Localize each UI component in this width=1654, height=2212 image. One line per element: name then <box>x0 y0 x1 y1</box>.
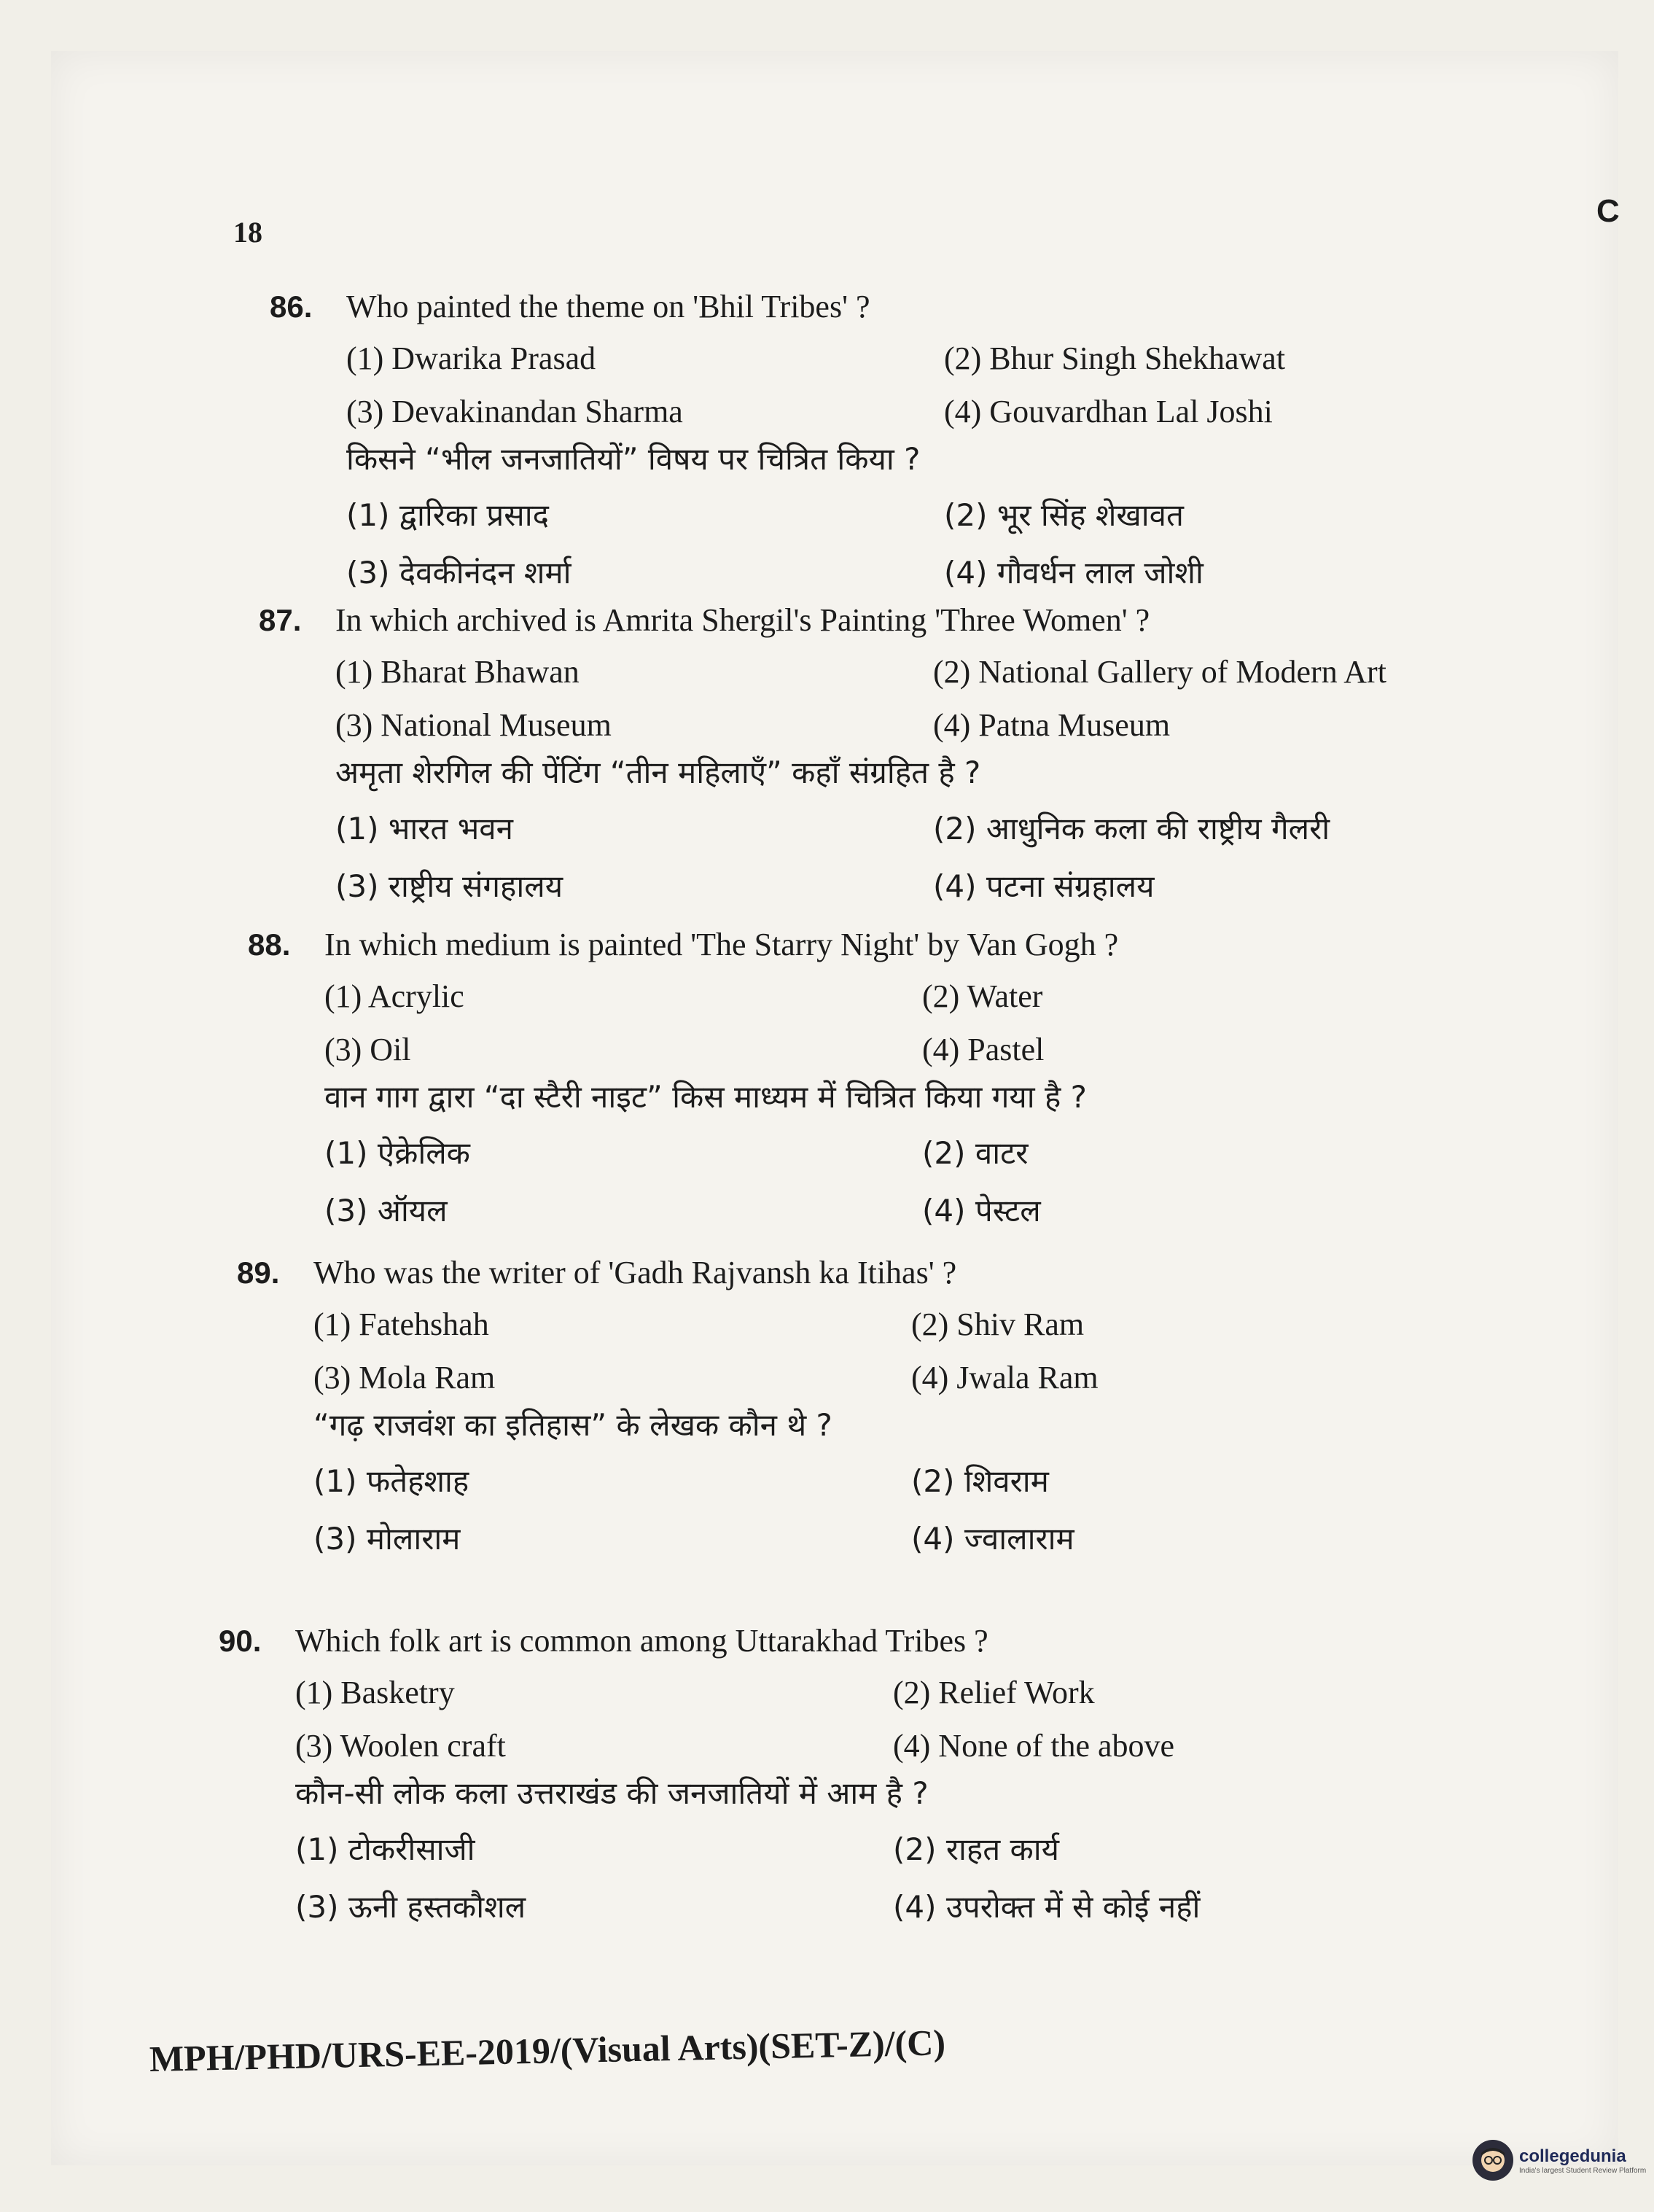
question-text-hi: किसने “भील जनजातियों” विषय पर चित्रित किया ? <box>346 441 921 477</box>
option-en-3: (3) National Museum <box>335 707 612 743</box>
side-mark: C <box>1596 193 1620 229</box>
option-hi-1: (1) ऐक्रेलिक <box>324 1135 470 1171</box>
option-en-4: (4) Gouvardhan Lal Joshi <box>944 394 1273 429</box>
option-hi-3: (3) ऊनी हस्तकौशल <box>295 1889 526 1925</box>
option-hi-2: (2) आधुनिक कला की राष्ट्रीय गैलरी <box>933 811 1330 846</box>
option-en-2: (2) Bhur Singh Shekhawat <box>944 340 1286 376</box>
question-number: 90. <box>219 1624 262 1658</box>
question-number: 88. <box>248 927 291 962</box>
option-hi-3: (3) ऑयल <box>324 1193 448 1228</box>
question-87 <box>259 601 1534 914</box>
option-hi-4: (4) उपरोक्त में से कोई नहीं <box>893 1889 1201 1925</box>
question-text-en: Who was the writer of 'Gadh Rajvansh ka Itihas' ? <box>313 1255 957 1290</box>
question-text-en: Which folk art is common among Uttarakhad Tribes ? <box>295 1623 988 1659</box>
option-hi-1: (1) टोकरीसाजी <box>295 1831 475 1867</box>
question-text-en: In which medium is painted 'The Starry Night' by Van Gogh ? <box>324 927 1119 962</box>
option-en-2: (2) Water <box>922 978 1043 1014</box>
option-en-1: (1) Dwarika Prasad <box>346 340 596 376</box>
option-en-3: (3) Oil <box>324 1032 411 1067</box>
option-hi-4: (4) गौवर्धन लाल जोशी <box>944 555 1204 591</box>
question-text-en: Who painted the theme on 'Bhil Tribes' ? <box>346 289 870 324</box>
question-number: 86. <box>270 289 313 324</box>
option-hi-2: (2) भूर सिंह शेखावत <box>944 497 1184 533</box>
logo-name: collegedunia <box>1519 2146 1626 2166</box>
option-hi-1: (1) फतेहशाह <box>313 1463 469 1499</box>
option-hi-4: (4) पेस्टल <box>922 1193 1041 1228</box>
option-en-2: (2) Shiv Ram <box>911 1306 1085 1342</box>
logo-mascot-icon <box>1472 2140 1513 2181</box>
option-hi-3: (3) देवकीनंदन शर्मा <box>346 555 572 591</box>
option-en-3: (3) Woolen craft <box>295 1728 506 1764</box>
option-en-1: (1) Bharat Bhawan <box>335 654 580 690</box>
watermark-logo <box>1472 2140 1646 2181</box>
question-text-hi: वान गाग द्वारा “दा स्टैरी नाइट” किस माध्यम में चित्रित किया गया है ? <box>324 1079 1087 1115</box>
question-text-en: In which archived is Amrita Shergil's Painting 'Three Women' ? <box>335 602 1150 638</box>
question-text-hi: कौन-सी लोक कला उत्तराखंड की जनजातियों में आम है ? <box>295 1775 929 1811</box>
question-text-hi: “गढ़ राजवंश का इतिहास” के लेखक कौन थे ? <box>313 1407 832 1443</box>
question-number: 87. <box>259 603 302 637</box>
option-hi-3: (3) राष्ट्रीय संगहालय <box>335 868 563 904</box>
option-hi-1: (1) द्वारिका प्रसाद <box>346 497 549 533</box>
question-text-hi: अमृता शेरगिल की पेंटिंग “तीन महिलाएँ” कहाँ संग्रहित है ? <box>335 755 981 790</box>
question-88 <box>248 926 1524 1238</box>
option-en-3: (3) Mola Ram <box>313 1360 496 1395</box>
paper-code-footer: MPH/PHD/URS-EE-2019/(Visual Arts)(SET-Z)/(C) <box>149 2022 946 2079</box>
option-hi-2: (2) राहत कार्य <box>893 1831 1059 1867</box>
option-en-1: (1) Fatehshah <box>313 1306 489 1342</box>
option-en-4: (4) Jwala Ram <box>911 1360 1099 1395</box>
option-en-4: (4) Pastel <box>922 1032 1045 1067</box>
page-number: 18 <box>233 216 262 249</box>
option-en-1: (1) Basketry <box>295 1675 455 1710</box>
option-hi-1: (1) भारत भवन <box>335 811 513 846</box>
option-en-2: (2) National Gallery of Modern Art <box>933 654 1386 690</box>
option-en-4: (4) None of the above <box>893 1728 1175 1764</box>
option-hi-2: (2) शिवराम <box>911 1463 1049 1499</box>
question-90 <box>219 1622 1494 1934</box>
question-86 <box>270 288 1545 600</box>
option-en-1: (1) Acrylic <box>324 978 464 1014</box>
question-89 <box>237 1254 1513 1566</box>
question-number: 89. <box>237 1255 280 1290</box>
option-en-2: (2) Relief Work <box>893 1675 1095 1710</box>
option-hi-3: (3) मोलाराम <box>313 1521 461 1557</box>
option-hi-4: (4) पटना संग्रहालय <box>933 868 1155 904</box>
option-hi-2: (2) वाटर <box>922 1135 1029 1171</box>
option-en-4: (4) Patna Museum <box>933 707 1171 743</box>
logo-tagline: India's largest Student Review Platform <box>1519 2166 1647 2175</box>
option-hi-4: (4) ज्वालाराम <box>911 1521 1074 1557</box>
option-en-3: (3) Devakinandan Sharma <box>346 394 683 429</box>
